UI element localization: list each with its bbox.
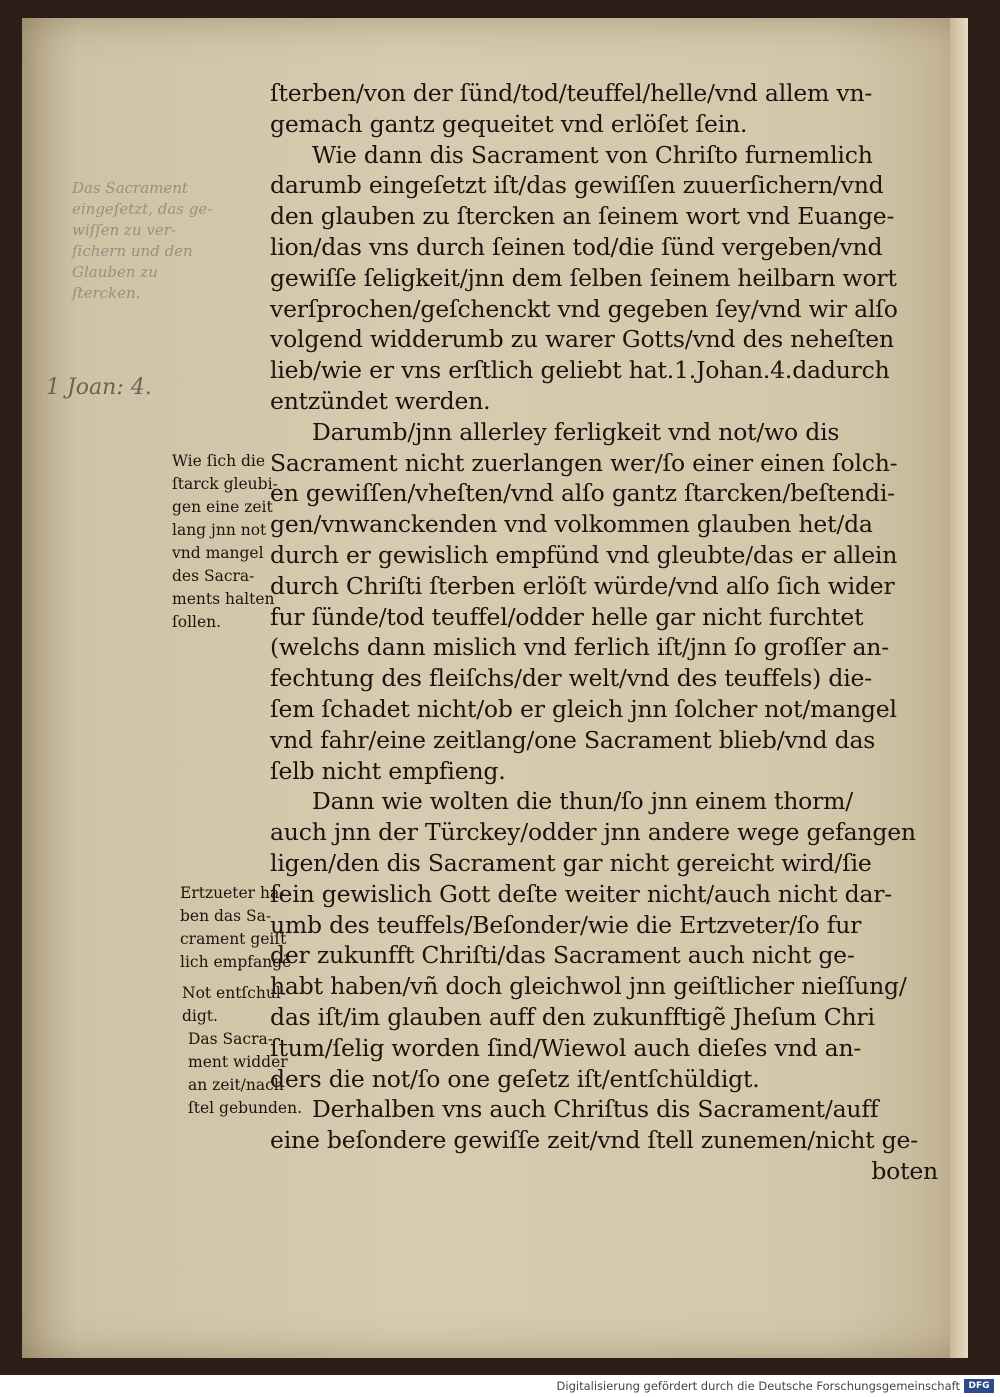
handnote-line: eingeſetzt, das ge- — [72, 200, 213, 218]
marginal-line: des Sacra- — [172, 567, 255, 585]
footer-credit: Digitalisierung gefördert durch die Deutsche Forschungsgemeinschaft — [556, 1379, 960, 1393]
text-line: der zukunfft Chriſti/das Sacrament auch nicht ge- — [270, 941, 855, 970]
text-line: auch jnn der Türckey/odder jnn andere wege gefangen — [270, 818, 916, 847]
marginal-line: ſtel gebunden. — [188, 1099, 303, 1117]
text-line: ſterben/von der ſünd/tod/teuffel/helle/vnd allem vn- — [270, 79, 873, 107]
marginal-note-1 — [172, 450, 278, 634]
main-text-block — [270, 78, 960, 1187]
marginal-line: lich empfangẽ — [180, 953, 292, 971]
text-line: (welchs dann mislich vnd ferlich iſt/jnn ſo groſſer an- — [270, 633, 889, 662]
handnote-line: ſichern und den — [72, 242, 193, 260]
text-line: ſtum/ſelig worden ſind/Wiewol auch dieſes vnd an- — [270, 1033, 862, 1062]
text-line: ſein gewislich Gott deſte weiter nicht/auch nicht dar- — [270, 879, 893, 908]
text-line: entzündet werden. — [270, 386, 491, 415]
handwritten-margin-note — [72, 178, 212, 304]
text-line: darumb eingeſetzt iſt/das gewiſſen zuuerſichern/vnd — [270, 171, 884, 200]
marginal-line: ſtarck gleubi- — [172, 475, 278, 493]
text-line: ligen/den dis Sacrament gar nicht gereicht wird/ſie — [270, 848, 872, 877]
handnote-line: Glauben zu — [72, 263, 158, 281]
text-line: Dann wie wolten die thun/ſo jnn einem thorm/ — [312, 787, 853, 816]
text-line: ſem ſchadet nicht/ob er gleich jnn ſolcher not/mangel — [270, 694, 897, 723]
marginal-line: Wie ſich die — [172, 452, 266, 470]
text-line: eine beſondere gewiſſe zeit/vnd ſtell zunemen/nicht ge- — [270, 1126, 918, 1155]
marginal-line: Das Sacra- — [188, 1030, 273, 1048]
text-line: fechtung des fleiſchs/der welt/vnd des teuffels) die- — [270, 664, 872, 693]
marginal-line: gen eine zeit — [172, 498, 273, 516]
marginal-line: Ertzueter ha- — [180, 884, 285, 902]
text-line: lion/das vns durch ſeinen tod/die ſünd vergeben/vnd — [270, 232, 883, 261]
marginal-line: ſollen. — [172, 613, 222, 631]
text-line: ſelb nicht empfieng. — [270, 756, 506, 785]
handnote-line: Das Sacrament — [72, 179, 188, 197]
text-line: habt haben/vñ doch gleichwol jnn geiſtlicher nieſſung/ — [270, 972, 907, 1001]
marginal-line: crament geiſt — [180, 930, 287, 948]
text-line: Sacrament nicht zuerlangen wer/ſo einer einen ſolch- — [270, 448, 898, 477]
marginal-line: Not entſchul- — [182, 984, 287, 1002]
text-line: gewiſſe ſeligkeit/jnn dem ſelben ſeinem heilbarn wort — [270, 263, 897, 292]
text-line: den glauben zu ſtercken an ſeinem wort vnd Euange- — [270, 202, 895, 231]
text-line: Wie dann dis Sacrament von Chriſto furnemlich — [312, 140, 873, 169]
text-line: Derhalben vns auch Chriſtus dis Sacrament/auff — [312, 1095, 879, 1124]
dfg-logo: DFG — [964, 1379, 994, 1393]
handwritten-reference: 1 Joan: 4. — [46, 375, 152, 400]
marginal-line: ben das Sa- — [180, 907, 272, 925]
handnote-line: ſtercken. — [72, 284, 141, 302]
text-line: gemach gantz gequeitet vnd erlöſet ſein. — [270, 109, 748, 138]
marginal-line: ment widder — [188, 1053, 288, 1071]
text-line: fur ſünde/tod teuffel/odder helle gar nicht furchtet — [270, 602, 864, 631]
text-line: gen/vnwanckenden vnd volkommen glauben het/da — [270, 510, 873, 539]
marginal-line: digt. — [182, 1007, 218, 1025]
text-line: lieb/wie er vns erſtlich geliebt hat.1.Johan.4.dadurch — [270, 356, 890, 385]
marginal-line: ments halten — [172, 590, 275, 608]
marginal-line: vnd mangel — [172, 544, 264, 562]
marginal-line: an zeit/nach — [188, 1076, 284, 1094]
text-line: Darumb/jnn allerley ferligkeit vnd not/wo dis — [312, 417, 840, 446]
catchword: boten — [871, 1156, 938, 1185]
handnote-line: wiſſen zu ver- — [72, 221, 176, 239]
text-line: vnd fahr/eine zeitlang/one Sacrament blieb/vnd das — [270, 725, 876, 754]
text-line: durch Chriſti ſterben erlöſt würde/vnd alſo ſich wider — [270, 571, 895, 600]
text-line: en gewiſſen/vheſten/vnd alſo gantz ſtarcken/beſtendi- — [270, 479, 895, 508]
footer-bar — [0, 1377, 1000, 1397]
text-line: ders die not/ſo one geſetz iſt/entſchüldigt. — [270, 1064, 760, 1093]
text-line: das iſt/im glauben auff den zukunfftigẽ Jheſum Chri — [270, 1002, 875, 1031]
text-line: durch er gewislich empfünd vnd gleubte/das er allein — [270, 540, 898, 569]
text-line: volgend widderumb zu warer Gotts/vnd des neheſten — [270, 325, 894, 354]
text-line: verſprochen/geſchenckt vnd gegeben ſey/vnd wir alſo — [270, 294, 898, 323]
marginal-line: lang jnn not — [172, 521, 267, 539]
text-line: umb des teuffels/Beſonder/wie die Ertzveter/ſo fur — [270, 910, 862, 939]
